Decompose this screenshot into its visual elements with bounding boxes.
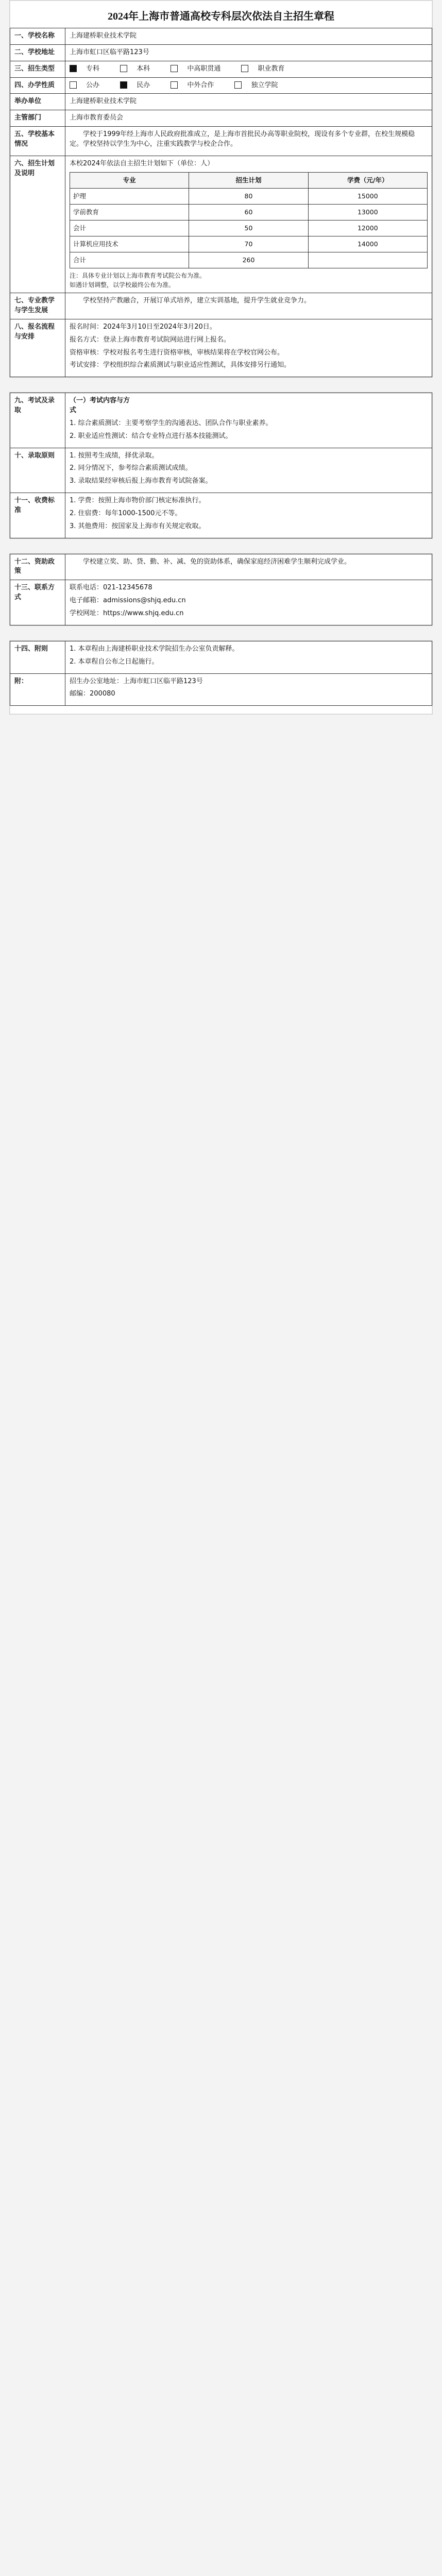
page-title: 2024年上海市普通高校专科层次依法自主招生章程 [108, 11, 334, 22]
s4-sub-1-name: 主管部门 [10, 110, 65, 127]
checkbox-icon [171, 81, 178, 89]
s2-label: 二、学校地址 [10, 44, 65, 61]
s4-option-3[interactable]: 独立学院 [234, 81, 287, 89]
s11-label: 十一、收费标准 [10, 493, 65, 538]
contact-extra-label: 附： [10, 673, 65, 706]
s11-item-0: 1. 学费：按照上海市物价部门核定标准执行。 [70, 497, 206, 505]
s2-value: 上海市虹口区临平路123号 [65, 44, 432, 61]
s14-item-0: 1. 本章程由上海建桥职业技术学院招生办公室负责解释。 [70, 645, 239, 653]
contact-extra-0: 招生办公室地址：上海市虹口区临平路123号 [70, 677, 203, 685]
s6-r0c0: 护理 [70, 188, 189, 204]
s6-plan-table [70, 172, 428, 269]
s6-note-0: 注：具体专业计划以上海市教育考试院公布为准。 [70, 272, 206, 280]
s13-email[interactable]: 电子邮箱：admissions@shjq.edu.cn [70, 597, 186, 605]
s6-th-0: 专业 [70, 172, 189, 188]
s11-item-1: 2. 住宿费：每年1000-1500元不等。 [70, 509, 182, 517]
s8-item-0: 报名时间：2024年3月10日至2024年3月20日。 [70, 323, 216, 331]
s1-label: 一、学校名称 [10, 28, 65, 45]
s13-phone: 联系电话：021-12345678 [70, 584, 152, 592]
s7-label: 七、专业教学与学生发展 [10, 293, 65, 319]
s9-label: 九、考试及录取 [10, 393, 65, 448]
s14-label: 十四、附则 [10, 641, 65, 673]
s4-sub-1-value: 上海市教育委员会 [65, 110, 432, 127]
s6-r2c0: 会计 [70, 220, 189, 236]
s3-option-3[interactable]: 职业教育 [241, 65, 294, 73]
s6-total-label: 合计 [70, 252, 189, 268]
s6-row [70, 236, 428, 252]
checkbox-icon [70, 81, 77, 89]
s7-text: 学校坚持产教融合，开展订单式培养，建立实训基地，提升学生就业竞争力。 [83, 297, 311, 305]
s6-r3c2: 14000 [308, 236, 427, 252]
s4-option-1[interactable]: 民办 [120, 81, 159, 89]
s6-total-value: 260 [189, 252, 308, 268]
page-1 [9, 0, 433, 378]
s6-total-fee [308, 252, 427, 268]
s5-text: 学校于1999年经上海市人民政府批准成立，是上海市首批民办高等职业院校，现设有多个专业群，在校生规模稳定。学校坚持以学生为中心，注重实践教学与校企合作。 [70, 130, 415, 148]
checkbox-icon [70, 65, 77, 72]
checkbox-icon [171, 65, 178, 72]
s3-option-2[interactable]: 中高职贯通 [171, 65, 230, 73]
s6-r0c2: 15000 [308, 188, 427, 204]
section-table-4 [10, 641, 432, 706]
s10-item-2: 3. 录取结果经审核后报上海市教育考试院备案。 [70, 477, 212, 485]
s11-item-2: 3. 其他费用：按国家及上海市有关规定收取。 [70, 522, 206, 530]
s6-r1c1: 60 [189, 204, 308, 220]
s3-option-1[interactable]: 本科 [120, 65, 159, 73]
s13-label: 十三、联系方式 [10, 580, 65, 625]
s9-item-1: 2. 职业适应性测试：结合专业特点进行基本技能测试。 [70, 432, 232, 440]
s6-label: 六、招生计划及说明 [10, 156, 65, 293]
s6-row [70, 220, 428, 236]
s4-label: 四、办学性质 [10, 77, 65, 94]
s6-th-2: 学费（元/年） [308, 172, 427, 188]
contact-extra-1: 邮编：200080 [70, 690, 115, 698]
s6-r0c1: 80 [189, 188, 308, 204]
s10-label: 十、录取原则 [10, 448, 65, 493]
s6-r1c2: 13000 [308, 204, 427, 220]
checkbox-icon [120, 81, 127, 89]
s6-r3c1: 70 [189, 236, 308, 252]
s10-item-0: 1. 按照考生成绩，择优录取。 [70, 451, 159, 460]
s14-item-1: 2. 本章程自公布之日起施行。 [70, 657, 159, 666]
s6-th-1: 招生计划 [189, 172, 308, 188]
s3-label: 三、招生类型 [10, 61, 65, 77]
s5-label: 五、学校基本情况 [10, 127, 65, 156]
s4-options [65, 77, 432, 94]
section-table-3 [10, 554, 432, 625]
s10-item-1: 2. 同分情况下，参考综合素质测试成绩。 [70, 464, 192, 472]
s4-sub-0-value: 上海建桥职业技术学院 [65, 94, 432, 110]
s13-website[interactable]: 学校网址：https://www.shjq.edu.cn [70, 609, 184, 617]
s6-r1c0: 学前教育 [70, 204, 189, 220]
s9-item-0: 1. 综合素质测试：主要考察学生的沟通表达、团队合作与职业素养。 [70, 419, 273, 427]
s3-option-0[interactable]: 专科 [70, 65, 109, 73]
s6-row [70, 188, 428, 204]
section-table-2 [10, 393, 432, 538]
s12-text: 学校建立奖、助、贷、勤、补、减、免的资助体系，确保家庭经济困难学生顺利完成学业。 [83, 557, 351, 566]
s6-r2c1: 50 [189, 220, 308, 236]
s6-total [70, 252, 428, 268]
s8-item-1: 报名方式：登录上海市教育考试院网站进行网上报名。 [70, 335, 231, 344]
page-4 [9, 640, 433, 715]
page-end-spacer [10, 706, 432, 714]
s6-note-1: 如遇计划调整，以学校最终公布为准。 [70, 281, 175, 289]
s12-label: 十二、资助政策 [10, 554, 65, 580]
s4-sub-0-name: 举办单位 [10, 94, 65, 110]
s8-label: 八、报名流程与安排 [10, 319, 65, 377]
s6-row [70, 204, 428, 220]
page-3 [9, 553, 433, 626]
page-2 [9, 392, 433, 538]
s6-summary: 本校2024年依法自主招生计划如下（单位：人） [70, 159, 214, 167]
s9-subtitle: （一）考试内容与方式 [70, 397, 130, 415]
checkbox-icon [120, 65, 127, 72]
s3-options [65, 61, 432, 77]
s1-value: 上海建桥职业技术学院 [65, 28, 432, 45]
section-table-1 [10, 28, 432, 377]
checkbox-icon [241, 65, 248, 72]
checkbox-icon [234, 81, 242, 89]
s6-r2c2: 12000 [308, 220, 427, 236]
s8-item-2: 资格审核：学校对报名考生进行资格审核，审核结果将在学校官网公布。 [70, 348, 284, 357]
s4-option-0[interactable]: 公办 [70, 81, 109, 89]
s8-item-3: 考试安排：学校组织综合素质测试与职业适应性测试，具体安排另行通知。 [70, 361, 291, 369]
s6-r3c0: 计算机应用技术 [70, 236, 189, 252]
s4-option-2[interactable]: 中外合作 [171, 81, 223, 89]
